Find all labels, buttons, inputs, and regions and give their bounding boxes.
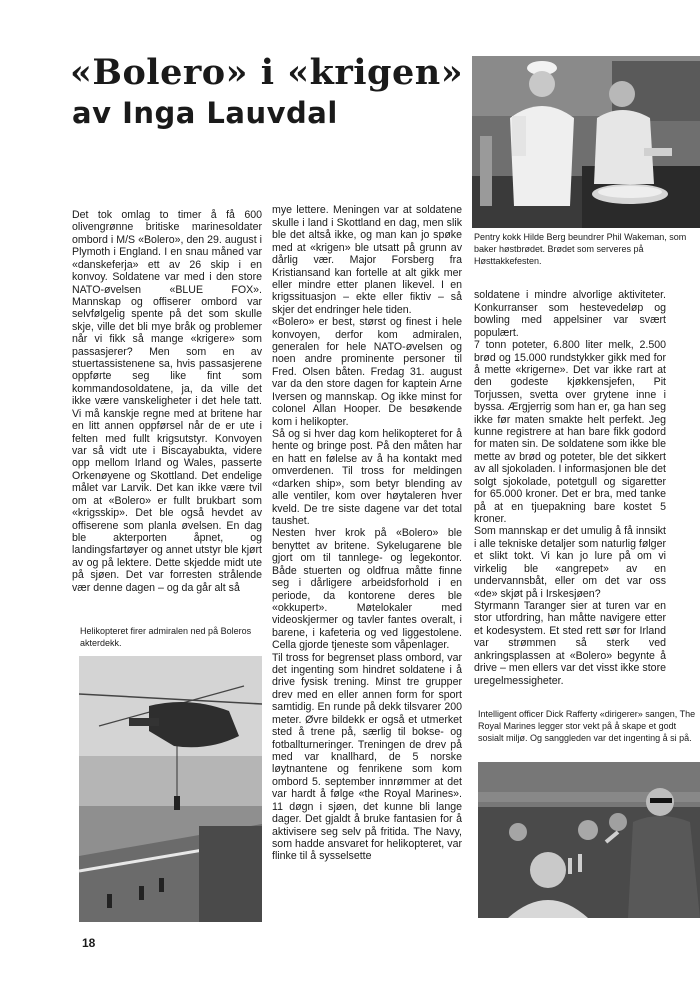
officer-photo: [478, 762, 700, 918]
column-3-text: soldatene i mindre alvorlige aktiviteter. Konkurranser som hestevedeløp og bowling med appelsiner var svært populært. 7 tonn poteter, 6.800 liter melk, 2.500 brød og 15.000 rundstykker gikk med for å mette «krigerne». Det var ikke rart at den godeste kjøkkensjefen, Pit Torjussen, svetta over grytene inne i byssa. Ærgjerrig som han er, ga han seg ikke før maten smakte helt perfekt. Jeg kunne registrere at han bare fikk godord for maten sin. De soldatene som ikke ble mette av brød og poteter, ble det sikkert av all sjokoladen. I informasjonen ble det solgt sjokolade, potetgull og sigaretter for 65.000 kroner. Det er bra, med tanke på at en tjuepakning bare kostet 5 kroner. Som mannskap er det umulig å få innsikt i alle tekniske detaljer som naturlig følger et slikt tokt. Vi kan jo lure på om vi virkelig ble «angrepet» av en undervannsbåt, eller om det var oss «de» skjøt på i Irskesjøen? Styrmann Taranger sier at turen var en stor utfordring, han måtte navigere etter et kodesystem. Et sted rett sør for Irland var strømmen så sterk ved ankringsplassen at «Bolero» begynte å drive – men ellers var det visst ikke store uregelmessigheter.: [474, 289, 666, 687]
helicopter-photo: [79, 656, 262, 922]
bakers-caption: Pentry kokk Hilde Berg beundrer Phil Wakeman, som baker høstbrødet. Brødet som serveres på Høsttakkefesten.: [474, 232, 687, 266]
article-column-1: [72, 209, 262, 594]
bakers-photo: [472, 56, 700, 228]
officer-caption: Intelligent officer Dick Rafferty «dirigerer» sangen, The Royal Marines legger stor vekt på å skape et godt sosialt miljø. Og sanggleden var det ingenting å si på.: [478, 709, 696, 743]
column-1-text: Det tok omlag to timer å få 600 olivengrønne britiske marinesoldater ombord i M/S «Bolero», den 29. august i Plymoth i England. I en snau måned var «danskeferja» ett av 26 skip i en konvoy. Soldatene var med i den store NATO-øvelsen «BLUE FOX». Mannskap og offiserer ombord var selvfølgelig spente på det som skulle skje, ville det bli mye bråk og problemer når vi fikk så mange «krigere» som passasjerer? Men som en av stuertassistenene sa, hvis passasjerene oppførte seg like fint som kommandosoldatene, ja, da ville det ikke være vanskeligheter i det hele tatt. Vi må kanskje regne med at britene har en litt annen oppførsel når de er ute i felten med fullt krigsutstyr. Konvoyen var så vidt ute i Biscayabukta, videre opp mellom Irland og Wales, passerte Orkenøyene og Skottland. Det endelige målet var Larvik. Det kan ikke være tvil om at «Bolero» er fullt brukbart som «krigsskip». Det ble også hevdet av offiserene som planla øvelsen. En dag ble akterporten åpnet, og landingsfartøyer og annet utstyr ble kjørt av og på lektere. Dette skjedde midt ute på sjøen. Det var forresten strålende vær denne dagen – og da går alt så: [72, 209, 262, 594]
article-column-3: [474, 277, 666, 699]
page-number: 18: [82, 936, 96, 950]
column-2-text: mye lettere. Meningen var at soldatene skulle i land i Skottland en dag, men slik ble det altså ikke, og man kan jo spøke med at «krigen» ble utsatt på grunn av dårlig vær. Major Forsberg fra Kristiansand kan fortelle at alt gikk mer eller mindre etter planen likevel. I en krigssituasjon – ekte eller fiktiv – så skjer det endringer hele tiden. «Bolero» er best, størst og finest i hele konvoyen, derfor kom admiralen, generalen for hele NATO-øvelsen og noen andre prominente personer til Fred. Olsen båten. Fredag 31. august var da den store dagen for kaptein Arne Iversen og mannskap. Og ikke minst for colonel Allan Hooper. De besøkende kom i helikopter. Så og si hver dag kom helikopteret for å hente og bringe post. På den måten har en hatt en følelse av å ha kontakt med omverdenen. Til tross for meldingen «darken ship», som betyr blending av alle ventiler, kom over høytaleren hver kveld. De tre siste dagene var det total taushet. Nesten hver krok på «Bolero» ble benyttet av britene. Sykelugarene ble gjort om til tannlege- og legekontor. Både stuerten og oldfrua måtte finne seg i dårligere arbeidsforhold i en periode, da kontorene deres ble «okkupert». Møtelokaler med videoskjermer og tavler fantes overalt, i barene, i kafeteria og ved liggestolene. Cella gjorde tjeneste som våpenlager. Til tross for begrenset plass ombord, var det ingenting som hindret soldatene i å drive fysisk trening. Minst tre grupper drev med en eller annen form for sport samtidig. En runde på dekk tilsvarer 200 meter. Øvre bildekk er også et utmerket sted å trene på, særlig til bokse- og fotballturneringer. Treningen de drev på med var knallhard, de 5 norske løytnantene og fenrikene som kom ombord 5. september innrømmer at det var hardt å følge «the Royal Marines». 11 døgn i sjøen, det kunne bli lange dager. Det gjaldt å bruke fantasien for å aktivisere seg selv på fritida. The Navy, som hadde ansvaret for helikopteret, var flinke til å sysselsette: [272, 204, 462, 863]
article-byline: av Inga Lauvdal: [72, 96, 338, 130]
article-column-2: [272, 192, 462, 875]
article-title: «Bolero» i «krigen»: [70, 52, 464, 93]
helicopter-caption: Helikopteret firer admiralen ned på Boleros akterdekk.: [80, 626, 252, 648]
